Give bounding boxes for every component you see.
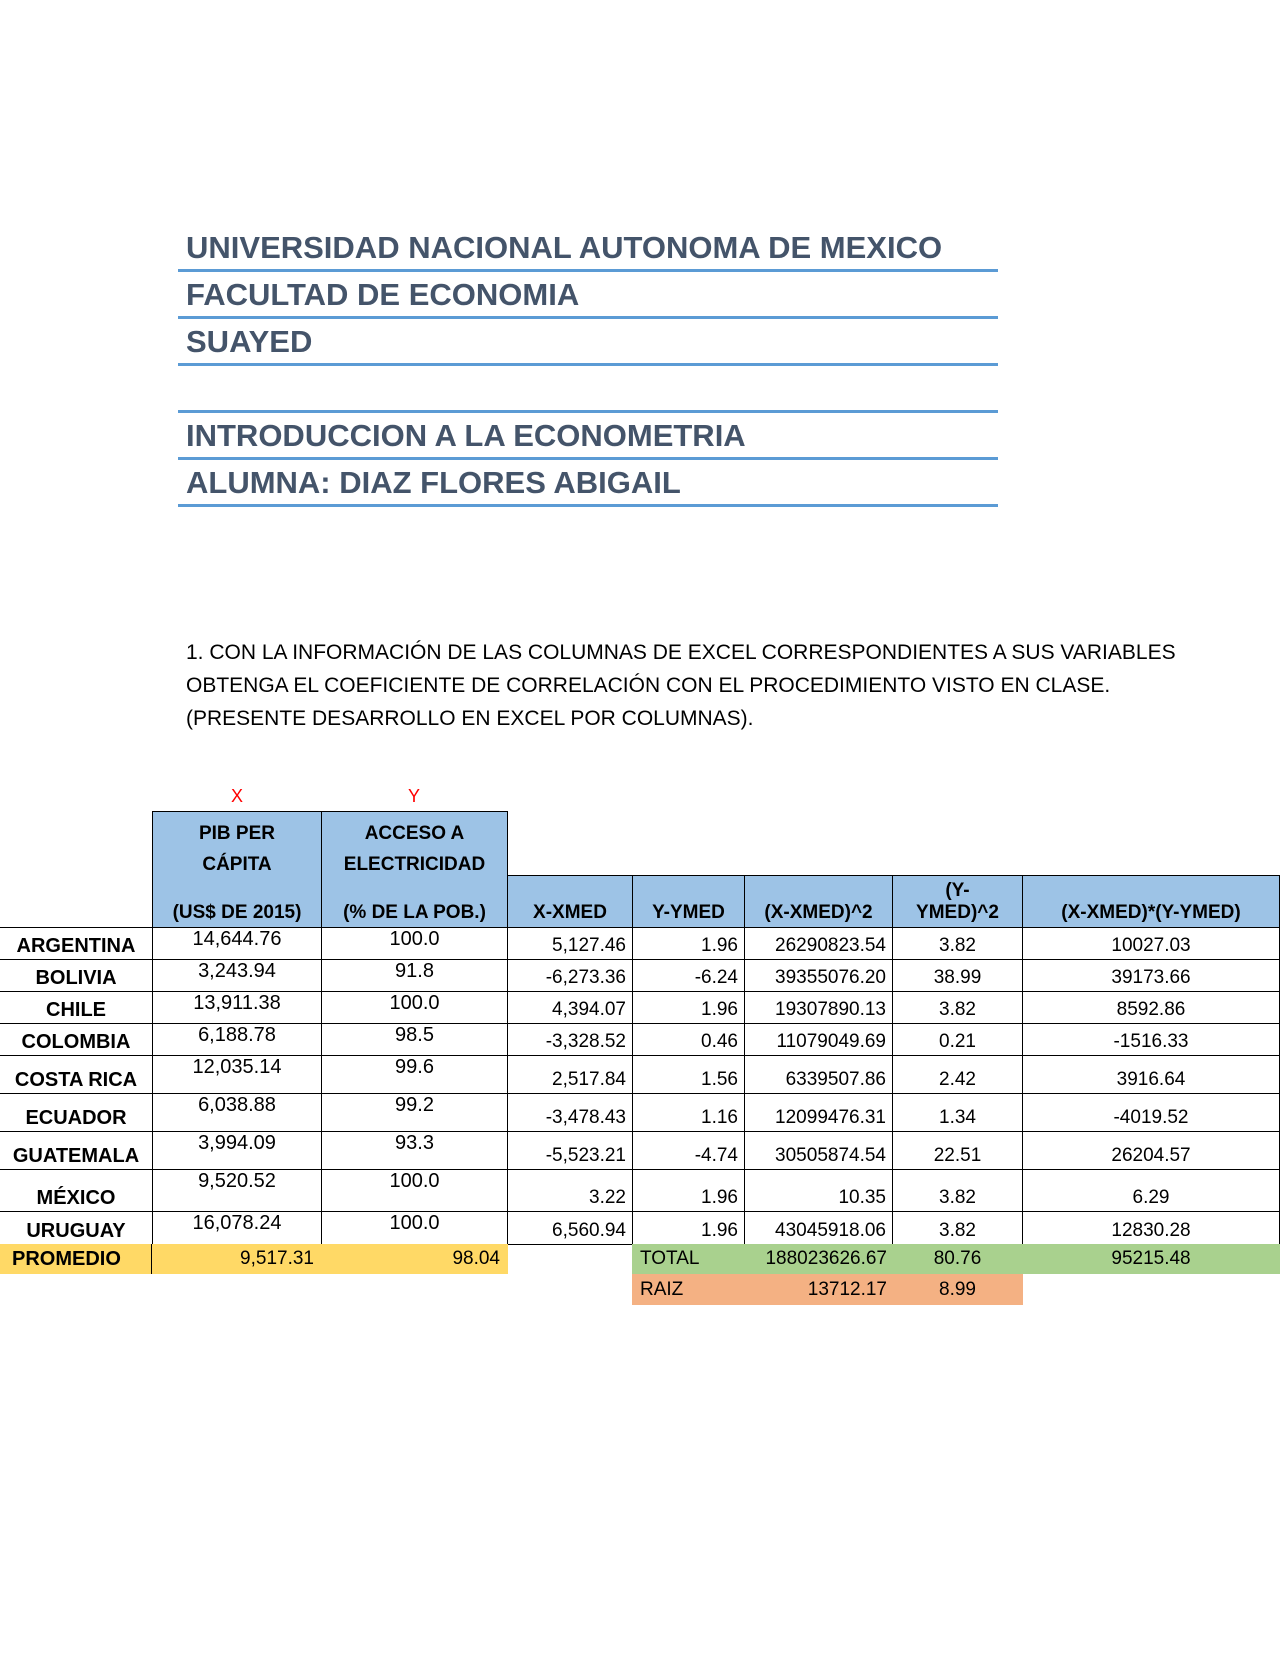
header-faculty-text: FACULTAD DE ECONOMIA <box>186 277 580 312</box>
header-pib-line3: (US$ DE 2015) <box>172 902 302 923</box>
pib-cell: 3,243.94 <box>152 959 322 992</box>
country-cell: COSTA RICA <box>0 1055 153 1094</box>
dx2-cell: 12099476.31 <box>744 1093 893 1132</box>
dxdy-cell: 12830.28 <box>1022 1211 1280 1245</box>
total-label: TOTAL <box>632 1244 745 1274</box>
country-cell: URUGUAY <box>0 1211 153 1245</box>
pib-cell: 13,911.38 <box>152 991 322 1024</box>
header-student <box>178 460 998 507</box>
electricidad-cell: 100.0 <box>321 927 508 960</box>
header-dy2 <box>892 875 1023 928</box>
country-cell: BOLIVIA <box>0 959 153 992</box>
x-xmed-cell: 4,394.07 <box>507 991 633 1024</box>
header-elec-line3: (% DE LA POB.) <box>343 902 486 923</box>
header-program <box>178 319 998 366</box>
dx2-cell: 19307890.13 <box>744 991 893 1024</box>
country-cell: ARGENTINA <box>0 927 153 960</box>
dx2-cell: 39355076.20 <box>744 959 893 992</box>
y-ymed-cell: -4.74 <box>632 1131 745 1170</box>
instruction-line: (PRESENTE DESARROLLO EN EXCEL POR COLUMNAS). <box>186 707 754 730</box>
pib-cell: 6,188.78 <box>152 1023 322 1056</box>
dx2-cell: 26290823.54 <box>744 927 893 960</box>
total-dy2: 80.76 <box>892 1244 1023 1274</box>
dxdy-cell: 8592.86 <box>1022 991 1280 1024</box>
x-xmed-cell: 2,517.84 <box>507 1055 633 1094</box>
y-ymed-cell: 1.96 <box>632 1211 745 1245</box>
pib-cell: 12,035.14 <box>152 1055 322 1094</box>
header-blank-line <box>178 366 998 413</box>
instruction-line: OBTENGA EL COEFICIENTE DE CORRELACIÓN CON EL PROCEDIMIENTO VISTO EN CLASE. <box>186 674 1111 697</box>
dx2-cell: 11079049.69 <box>744 1023 893 1056</box>
electricidad-cell: 98.5 <box>321 1023 508 1056</box>
pib-cell: 6,038.88 <box>152 1093 322 1132</box>
pib-cell: 16,078.24 <box>152 1211 322 1245</box>
pib-cell: 3,994.09 <box>152 1131 322 1170</box>
country-cell: ECUADOR <box>0 1093 153 1132</box>
dxdy-cell: 39173.66 <box>1022 959 1280 992</box>
y-ymed-cell: 1.96 <box>632 927 745 960</box>
dxdy-cell: 6.29 <box>1022 1169 1280 1212</box>
promedio-y: 98.04 <box>321 1244 508 1274</box>
electricidad-cell: 99.2 <box>321 1093 508 1132</box>
header-student-text: ALUMNA: DIAZ FLORES ABIGAIL <box>186 465 681 500</box>
electricidad-cell: 93.3 <box>321 1131 508 1170</box>
country-cell: COLOMBIA <box>0 1023 153 1056</box>
dx2-cell: 6339507.86 <box>744 1055 893 1094</box>
pib-cell: 9,520.52 <box>152 1169 322 1212</box>
y-ymed-cell: 1.16 <box>632 1093 745 1132</box>
x-xmed-cell: 6,560.94 <box>507 1211 633 1245</box>
header-university <box>178 225 998 272</box>
y-ymed-cell: -6.24 <box>632 959 745 992</box>
electricidad-cell: 91.8 <box>321 959 508 992</box>
country-cell: MÉXICO <box>0 1169 153 1212</box>
dxdy-cell: -1516.33 <box>1022 1023 1280 1056</box>
header-faculty <box>178 272 998 319</box>
header-elec-line1: ACCESO A <box>364 823 465 844</box>
dx2-cell: 30505874.54 <box>744 1131 893 1170</box>
dxdy-cell: 3916.64 <box>1022 1055 1280 1094</box>
header-elec-line2: ELECTRICIDAD <box>343 854 486 875</box>
dy2-cell: 0.21 <box>892 1023 1023 1056</box>
header-y-ymed: Y-YMED <box>632 875 745 928</box>
promedio-label: PROMEDIO <box>0 1244 152 1274</box>
y-marker: Y <box>408 786 421 806</box>
header-pib <box>152 811 322 928</box>
y-ymed-cell: 1.56 <box>632 1055 745 1094</box>
header-electricidad <box>321 811 508 928</box>
raiz-dy2: 8.99 <box>892 1274 1023 1305</box>
dy2-cell: 22.51 <box>892 1131 1023 1170</box>
electricidad-cell: 100.0 <box>321 1211 508 1245</box>
country-cell: CHILE <box>0 991 153 1024</box>
header-dxdy: (X-XMED)*(Y-YMED) <box>1022 875 1280 928</box>
dy2-cell: 3.82 <box>892 1169 1023 1212</box>
dxdy-cell: 26204.57 <box>1022 1131 1280 1170</box>
dy2-cell: 3.82 <box>892 927 1023 960</box>
x-xmed-cell: -5,523.21 <box>507 1131 633 1170</box>
header-university-text: UNIVERSIDAD NACIONAL AUTONOMA DE MEXICO <box>186 230 943 265</box>
dxdy-cell: -4019.52 <box>1022 1093 1280 1132</box>
y-ymed-cell: 1.96 <box>632 1169 745 1212</box>
x-xmed-cell: -3,328.52 <box>507 1023 633 1056</box>
pib-cell: 14,644.76 <box>152 927 322 960</box>
dx2-cell: 43045918.06 <box>744 1211 893 1245</box>
dxdy-cell: 10027.03 <box>1022 927 1280 960</box>
dy2-cell: 38.99 <box>892 959 1023 992</box>
header-pib-line1: PIB PER <box>198 823 276 844</box>
electricidad-cell: 100.0 <box>321 991 508 1024</box>
total-dx2: 188023626.67 <box>744 1244 893 1274</box>
header-pib-line2: CÁPITA <box>202 854 272 875</box>
header-course-text: INTRODUCCION A LA ECONOMETRIA <box>186 418 746 453</box>
promedio-x: 9,517.31 <box>152 1244 322 1274</box>
x-xmed-cell: -6,273.36 <box>507 959 633 992</box>
dx2-cell: 10.35 <box>744 1169 893 1212</box>
header-course <box>178 413 998 460</box>
dy2-cell: 3.82 <box>892 991 1023 1024</box>
y-ymed-cell: 0.46 <box>632 1023 745 1056</box>
electricidad-cell: 100.0 <box>321 1169 508 1212</box>
x-xmed-cell: 3.22 <box>507 1169 633 1212</box>
header-dx2: (X-XMED)^2 <box>744 875 893 928</box>
x-xmed-cell: 5,127.46 <box>507 927 633 960</box>
raiz-label: RAIZ <box>632 1274 745 1305</box>
electricidad-cell: 99.6 <box>321 1055 508 1094</box>
instruction-line: 1. CON LA INFORMACIÓN DE LAS COLUMNAS DE EXCEL CORRESPONDIENTES A SUS VARIABLES <box>186 641 1176 664</box>
total-dxdy: 95215.48 <box>1022 1244 1280 1274</box>
dy2-cell: 1.34 <box>892 1093 1023 1132</box>
header-dy2-line1: (Y- <box>945 880 970 901</box>
header-program-text: SUAYED <box>186 324 313 359</box>
dy2-cell: 3.82 <box>892 1211 1023 1245</box>
header-dy2-line2: YMED)^2 <box>916 902 999 923</box>
country-cell: GUATEMALA <box>0 1131 153 1170</box>
instructions <box>186 636 1186 735</box>
x-marker: X <box>231 786 244 806</box>
raiz-dx2: 13712.17 <box>744 1274 893 1305</box>
header-x-xmed: X-XMED <box>507 875 633 928</box>
y-ymed-cell: 1.96 <box>632 991 745 1024</box>
dy2-cell: 2.42 <box>892 1055 1023 1094</box>
x-xmed-cell: -3,478.43 <box>507 1093 633 1132</box>
